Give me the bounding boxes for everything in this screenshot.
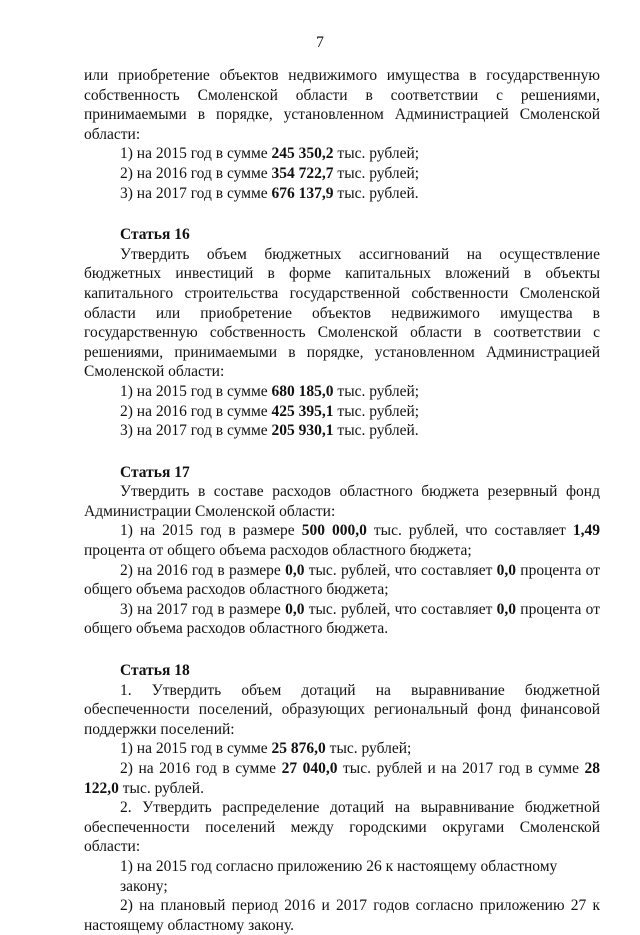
document-body <box>84 66 600 935</box>
article-16-item: 2) на 2016 год в сумме 425 395,1 тыс. рублей; <box>120 402 420 420</box>
article-18-paragraph-2: 2. Утвердить распределение дотаций на выравнивание бюджетной обеспеченности поселений между городскими округами Смоленской области: <box>84 799 600 856</box>
intro-item: 2) на 2016 год в сумме 354 722,7 тыс. рублей; <box>120 164 420 182</box>
intro-item: 3) на 2017 год в сумме 676 137,9 тыс. рублей. <box>120 184 419 202</box>
article-18-item: 2) на плановый период 2016 и 2017 годов согласно приложению 27 к настоящему областному закону. <box>84 897 600 934</box>
intro-item: 1) на 2015 год в сумме 245 350,2 тыс. рублей; <box>120 145 420 163</box>
article-16-item: 3) на 2017 год в сумме 205 930,1 тыс. рублей. <box>120 422 419 440</box>
article-17-heading: Статья 17 <box>120 463 190 481</box>
article-16-paragraph: Утвердить объем бюджетных ассигнований на осуществление бюджетных инвестиций в форме капитальных вложений в объекты капитального строительства государственной собственности Смоленской области или приобретение объектов недвижимого имущества в государственную собственность Смоленской области в соответствии с решениями, принимаемыми в порядке, установленном Администрацией Смоленской области: <box>84 245 600 381</box>
article-17-paragraph: Утвердить в составе расходов областного бюджета резервный фонд Администрации Смоленской области: <box>84 483 600 520</box>
article-18-item: 2) на 2016 год в сумме 27 040,0 тыс. рублей и на 2017 год в сумме 28 122,0 тыс. рублей. <box>84 760 600 797</box>
page-number: 7 <box>316 34 324 51</box>
article-16-heading: Статья 16 <box>120 226 190 244</box>
article-18-heading: Статья 18 <box>120 662 190 680</box>
article-17-item: 1) на 2015 год в размере 500 000,0 тыс. рублей, что составляет 1,49 процента от общего объема расходов областного бюджета; <box>84 522 601 560</box>
intro-paragraph: или приобретение объектов недвижимого имущества в государственную собственность Смоленской области в соответствии с решениями, принимаемыми в порядке, установленном Администрацией Смоленской области: <box>84 67 600 143</box>
article-17-item: 2) на 2016 год в размере 0,0 тыс. рублей, что составляет 0,0 процента от общего объема расходов областного бюджета; <box>84 561 600 599</box>
article-18-item: 1) на 2015 год в сумме 25 876,0 тыс. рублей; <box>120 740 412 758</box>
article-16-item: 1) на 2015 год в сумме 680 185,0 тыс. рублей; <box>120 382 420 400</box>
article-18-paragraph-1: 1. Утвердить объем дотаций на выравнивание бюджетной обеспеченности поселений, образующих региональный фонд финансовой поддержки поселений: <box>84 681 600 738</box>
article-17-item: 3) на 2017 год в размере 0,0 тыс. рублей, что составляет 0,0 процента от общего объема расходов областного бюджета. <box>84 600 600 638</box>
article-18-item: 1) на 2015 год согласно приложению 26 к настоящему областному закону; <box>120 857 558 895</box>
